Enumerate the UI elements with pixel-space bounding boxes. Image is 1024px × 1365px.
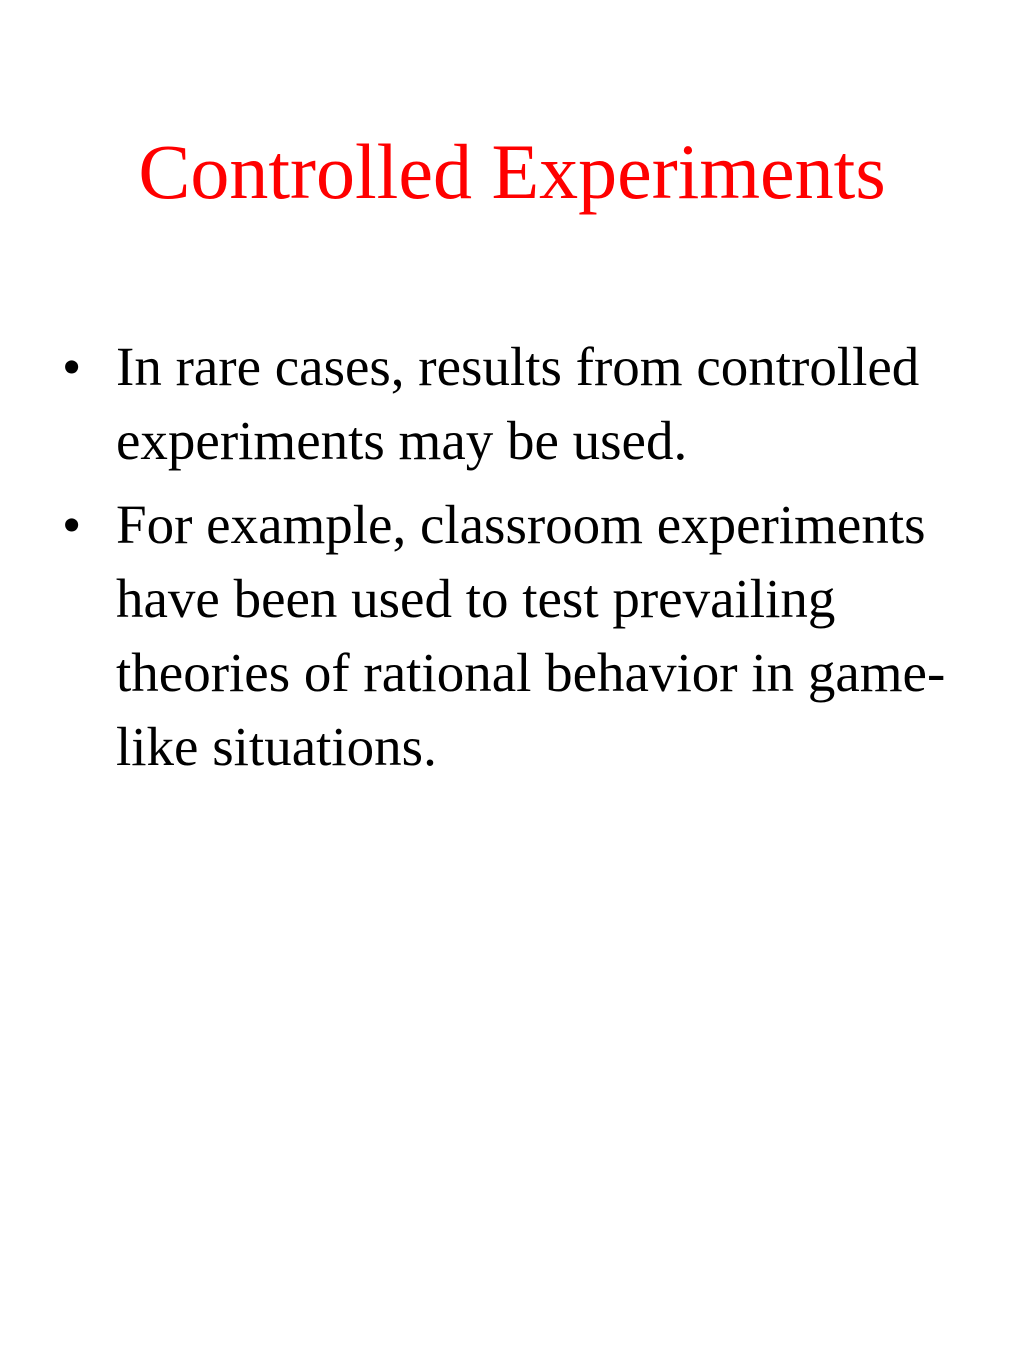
bullet-text: For example, classroom experiments have been used to test prevailing theories of rational behavior in game-like situations. [116,494,946,777]
bullet-icon: • [62,494,82,555]
bullet-item [62,330,1002,478]
bullet-item [62,488,1002,784]
bullet-list [62,330,1002,794]
bullet-icon: • [62,336,82,397]
slide-title: Controlled Experiments [138,128,886,215]
bullet-text: In rare cases, results from controlled experiments may be used. [116,336,920,471]
